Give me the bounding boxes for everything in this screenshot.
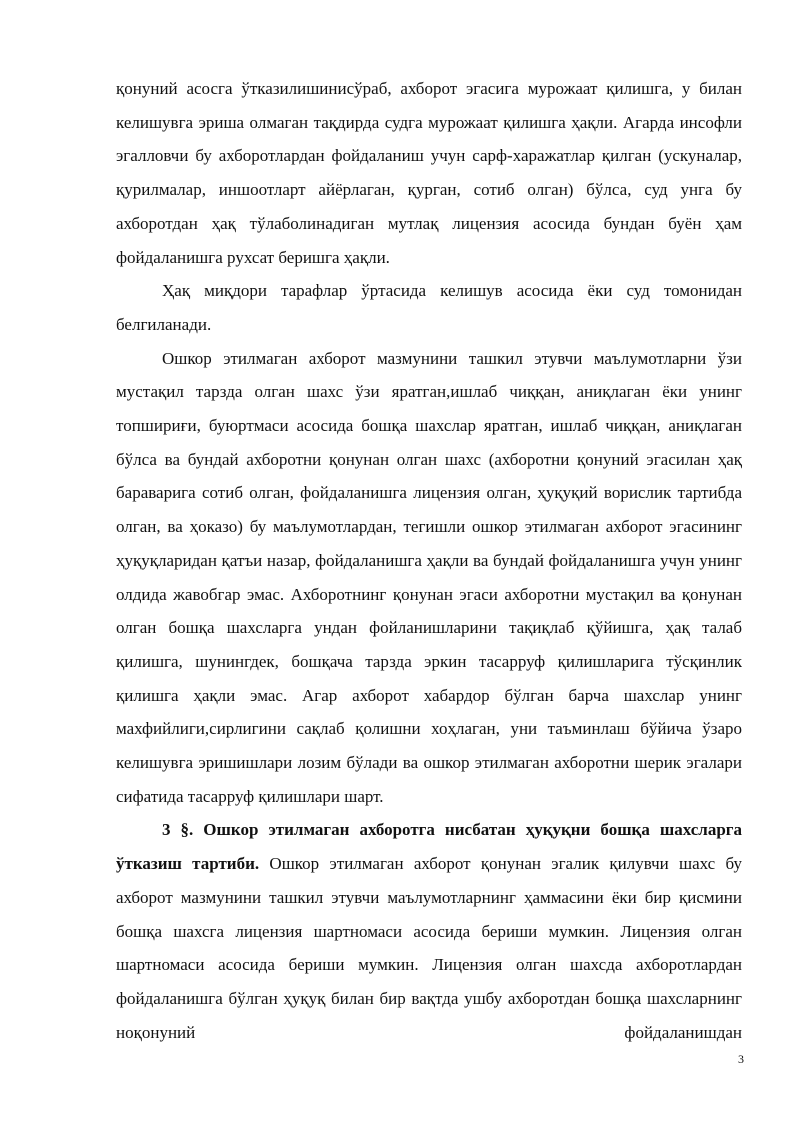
paragraph-fee-amount: Ҳақ миқдори тарафлар ўртасида келишув асосида ёки суд томонидан белгиланади.	[116, 281, 742, 334]
paragraph-continuation: қонуний асосга ўтказилишинисўраб, ахборот эгасига мурожаат қилишга, у билан келишувга эриша олмаган тақдирда судга мурожаат қилишга ҳақли. Агарда инсофли эгалловчи бу ахборотлардан фойдаланиш учун сарф-харажатлар қилган (ускуналар, қурилмалар, иншоотларт айёрлаган, қурган, сотиб олган) бўлса, суд унга бу ахборотдан ҳақ тўлаболинадиган мутлақ лицензия асосида бундан буён ҳам фойдаланишга рухсат беришга ҳақли.	[116, 79, 742, 267]
paragraph-independent-acquisition: Ошкор этилмаган ахборот мазмунини ташкил этувчи маълумотларни ўзи мустақил тарзда олган шахс ўзи яратган,ишлаб чиққан, аниқлаган ёки унинг топшириғи, буюртмаси асосида бошқа шахслар яратган, ишлаб чиққан, аниқлаган бўлса ва бундай ахборотни қонунан олган шахс (ахборотни қонуний эгасилан ҳақ бараварига сотиб олган, фойдаланишга лицензия олган, ҳуқуқий ворислик тартибда олган, ва ҳоказо) бу маълумотлардан, тегишли ошкор этилмаган ахборот эгасининг ҳуқуқларидан қатъи назар, фойдаланишга ҳақли ва бундай фойдаланишга учун унинг олдида жавобгар эмас. Ахборотнинг қонунан эгаси ахборотни мустақил ва қонунан олган бошқа шахсларга ундан фойланишларини тақиқлаб қўйишга, ҳақ талаб қилишга, шунингдек, бошқача тарзда эркин тасарруф қилишларига тўсқинлик қилишга ҳақли эмас. Агар ахборот хабардор бўлган барча шахслар унинг махфийлиги,сирлигини сақлаб қолишни хоҳлаган, уни таъминлаш бўйича ўзаро келишувга эришишлари лозим бўлади ва ошкор этилмаган ахборотни шерик эгалари сифатида тасарруф қилишлари шарт.	[116, 348, 742, 806]
page-number: 3	[738, 1052, 744, 1066]
section-heading: 3 §. Ошкор этилмаган ахборотга нисбатан ҳуқуқни бошқа шахсларга ўтказиш тартиби.	[116, 820, 742, 874]
section-body-text: Ошкор этилмаган ахборот қонунан эгалик қилувчи шахс бу ахборот мазмунини ташкил этувчи маълумотларнинг ҳаммасини ёки бир қисмини бошқа шахсга лицензия шартномаси асосида бериши мумкин. Лицензия олган шартномаси асосида бериши мумкин. Лицензия олган шахсда ахборотлардан фойдаланишга бўлган ҳуқуқ билан бир вақтда ушбу ахборотдан бошқа шахсларнинг ноқонуний фойдаланишдан	[116, 854, 742, 1042]
body-text	[116, 72, 742, 1049]
paragraph-section-3	[116, 813, 742, 1049]
